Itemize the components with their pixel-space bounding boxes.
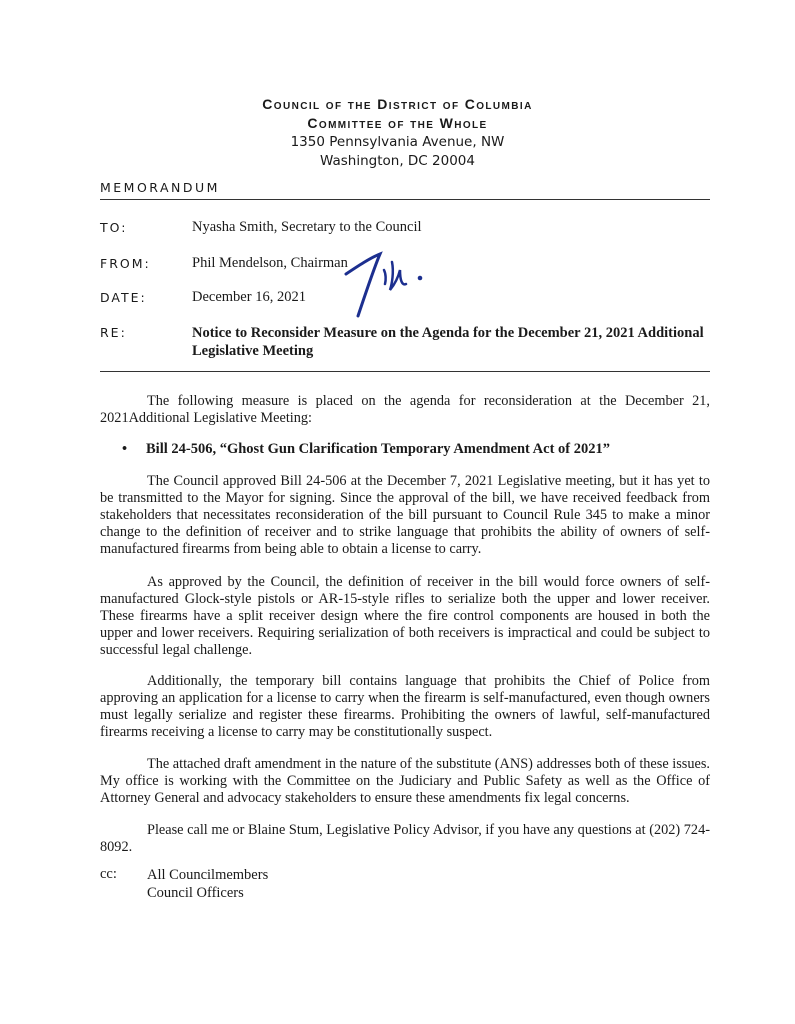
to-value: Nyasha Smith, Secretary to the Council: [192, 219, 422, 235]
letterhead-address-street: 1350 Pennsylvania Avenue, NW: [290, 134, 505, 150]
paragraph-approval: The Council approved Bill 24-506 at the December 7, 2021 Legislative meeting, but it has yet to be transmitted to the Mayor for signing. Since the approval of the bill, we have received feedback from stakeholders that necessitates reconsideration of the bill pursuant to Council Rule 345 to make a minor change to the definition of receiver and to strike language that prohibits the ability of owners of self-manufactured firearms from being able to obtain a license to carry.: [100, 473, 710, 557]
memorandum-label: MEMORANDUM: [100, 180, 220, 195]
bill-bullet: [122, 441, 610, 458]
paragraph-receiver-definition: As approved by the Council, the definition of receiver in the bill would force owners of self-manufactured Glock-style pistols or AR-15-style rifles to serialize both the upper and lower receiver. These firearms have a split receiver design where the fire control components are housed in both the upper and lower receivers. Requiring serialization of both receivers is impractical and could be subject to successful legal challenge.: [100, 574, 710, 658]
cc-recipient: Council Officers: [147, 885, 244, 901]
bullet-icon: •: [122, 441, 128, 457]
paragraph-contact: Please call me or Blaine Stum, Legislative Policy Advisor, if you have any questions at (202) 724-8092.: [100, 822, 710, 855]
letterhead-council: Council of the District of Columbia: [262, 96, 533, 112]
letterhead-committee: Committee of the Whole: [307, 115, 488, 131]
intro-paragraph: The following measure is placed on the agenda for reconsideration at the December 21, 2021Additional Legislative Meeting:: [100, 393, 710, 426]
bill-bullet-text: Bill 24-506, “Ghost Gun Clarification Temporary Amendment Act of 2021”: [146, 441, 610, 457]
date-label: DATE:: [100, 290, 147, 305]
date-value: December 16, 2021: [192, 289, 306, 305]
cc-recipient: All Councilmembers: [147, 867, 269, 883]
from-label: FROM:: [100, 256, 151, 271]
paragraph-license-prohibition: Additionally, the temporary bill contains language that prohibits the Chief of Police from approving an application for a license to carry when the firearm is self-manufactured, even though owners must legally serialize and register these firearms. Prohibiting the owners of lawful, self-manufactured firearms receiving a license to carry may be constitutionally suspect.: [100, 673, 710, 740]
letterhead-address-city: Washington, DC 20004: [320, 153, 475, 169]
chairman-signature: [340, 240, 430, 320]
header-rule: [100, 199, 710, 200]
fields-rule: [100, 371, 710, 372]
to-label: TO:: [100, 220, 128, 235]
re-label: RE:: [100, 325, 127, 340]
cc-label: cc:: [100, 866, 117, 882]
re-value: Notice to Reconsider Measure on the Agenda for the December 21, 2021 Additional Legislative Meeting: [192, 325, 704, 359]
from-value: Phil Mendelson, Chairman: [192, 255, 348, 271]
cc-recipient-list: [147, 866, 268, 902]
paragraph-amendment: The attached draft amendment in the nature of the substitute (ANS) addresses both of these issues. My office is working with the Committee on the Judiciary and Public Safety as well as the Office of Attorney General and advocacy stakeholders to ensure these amendments fix legal concerns.: [100, 756, 710, 806]
